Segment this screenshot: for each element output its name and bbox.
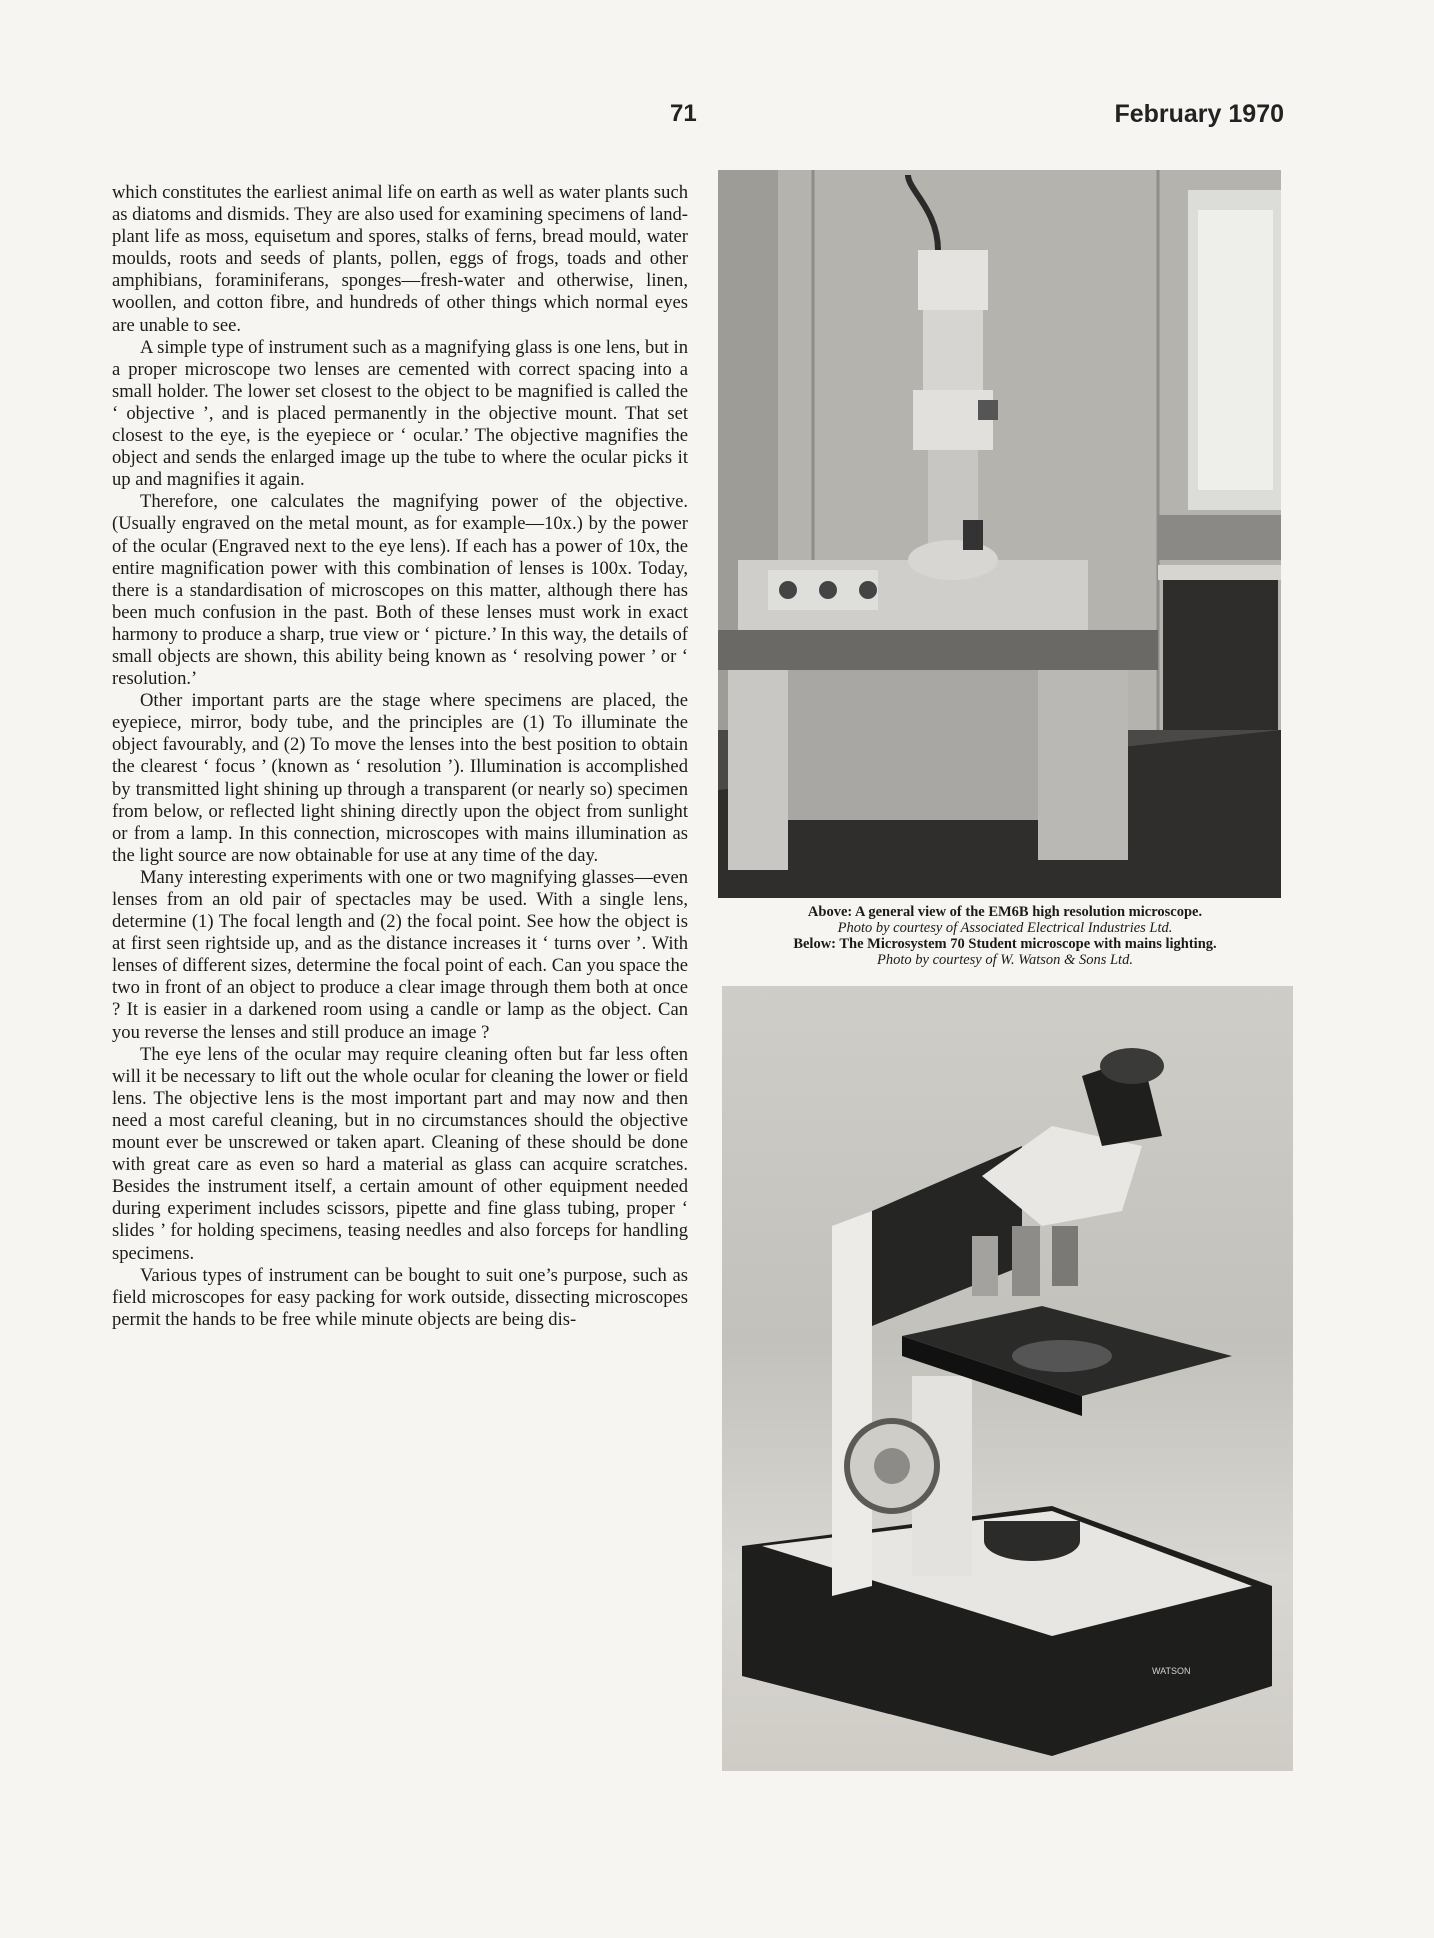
page-number: 71 xyxy=(670,100,697,127)
student-microscope-photo xyxy=(722,986,1293,1771)
article-paragraph: Various types of instrument can be bought to suit one’s purpose, such as field microscopes for easy packing for work outside, dissecting microscopes permit the hands to be free while minute objects are being dis- xyxy=(112,1264,688,1330)
photo-caption xyxy=(718,904,1292,968)
caption-below-credit: Photo by courtesy of W. Watson & Sons Ltd. xyxy=(877,952,1133,968)
article-paragraph: A simple type of instrument such as a magnifying glass is one lens, but in a proper microscope two lenses are cemented with correct spacing into a small holder. The lower set closest to the object to be magnified is called the ‘ objective ’, and is placed permanently in the objective mount. That set closest to the eye, is the eyepiece or ‘ ocular.’ The objective magnifies the object and sends the enlarged image up the tube to where the ocular picks it up and magnifies it again. xyxy=(112,336,688,491)
caption-above-credit: Photo by courtesy of Associated Electrical Industries Ltd. xyxy=(837,920,1173,936)
issue-date: February 1970 xyxy=(1114,100,1284,128)
article-paragraph: which constitutes the earliest animal life on earth as well as water plants such as diatoms and dismids. They are also used for examining specimens of land-plant life as moss, equisetum and spores, stalks of ferns, bread mould, water moulds, roots and seeds of plants, pollen, eggs of frogs, toads and other amphibians, foraminiferans, sponges—fresh-water and otherwise, linen, woollen, and cotton fibre, and hundreds of other things which normal eyes are unable to see. xyxy=(112,182,688,336)
article-paragraph: Many interesting experiments with one or two magnifying glasses—even lenses from an old pair of spectacles may be used. With a single lens, determine (1) The focal length and (2) the focal point. See how the object is at first seen rightside up, and as the distance increases it ‘ turns over ’. With lenses of different sizes, determine the focal point of each. Can you space the two in front of an object to produce a clear image through them both at once ? It is easier in a darkened room using a candle or lamp as the object. Can you reverse the lenses and still produce an image ? xyxy=(112,866,688,1043)
article-paragraph: Other important parts are the stage where specimens are placed, the eyepiece, mirror, body tube, and the principles are (1) To illuminate the object favourably, and (2) To move the lenses into the best position to obtain the clearest ‘ focus ’ (known as ‘ resolution ’). Illumination is accomplished by transmitted light shining up through a transparent (or nearly so) specimen from below, or reflected light shining directly upon the object from sunlight or from a lamp. In this connection, microscopes with mains illumination as the light source are now obtainable for use at any time of the day. xyxy=(112,690,688,866)
article-paragraph: Therefore, one calculates the magnifying power of the objective. (Usually engraved on the metal mount, as for example—10x.) by the power of the ocular (Engraved next to the eye lens). If each has a power of 10x, the entire magnification power with this combination of lenses is 100x. Today, there is a standardisation of microscopes on this matter, although there has been much confusion in the past. Both of these lenses must work in exact harmony to produce a sharp, true view or ‘ picture.’ In this way, the details of small objects are shown, this ability being known as ‘ resolving power ’ or ‘ resolution.’ xyxy=(112,491,688,690)
watson-base-label: WATSON xyxy=(1152,1666,1191,1676)
article-paragraph: The eye lens of the ocular may require cleaning often but far less often will it be necessary to lift out the whole ocular for cleaning the lower or field lens. The objective lens is the most important part and may now and then need a most careful cleaning, but in no circumstances should the objective mount ever be unscrewed or taken apart. Cleaning of these should be done with great care as even so hard a material as glass can acquire scratches. Besides the instrument itself, a certain amount of other equipment needed during experiment includes scissors, pipette and fine glass tubing, proper ‘ slides ’ for holding specimens, teasing needles and also forceps for handling specimens. xyxy=(112,1043,688,1264)
article-column xyxy=(112,182,688,1331)
caption-above: Above: A general view of the EM6B high resolution microscope. xyxy=(807,904,1203,920)
electron-microscope-photo xyxy=(718,170,1281,898)
caption-below: Below: The Microsystem 70 Student microscope with mains lighting. xyxy=(793,936,1217,952)
